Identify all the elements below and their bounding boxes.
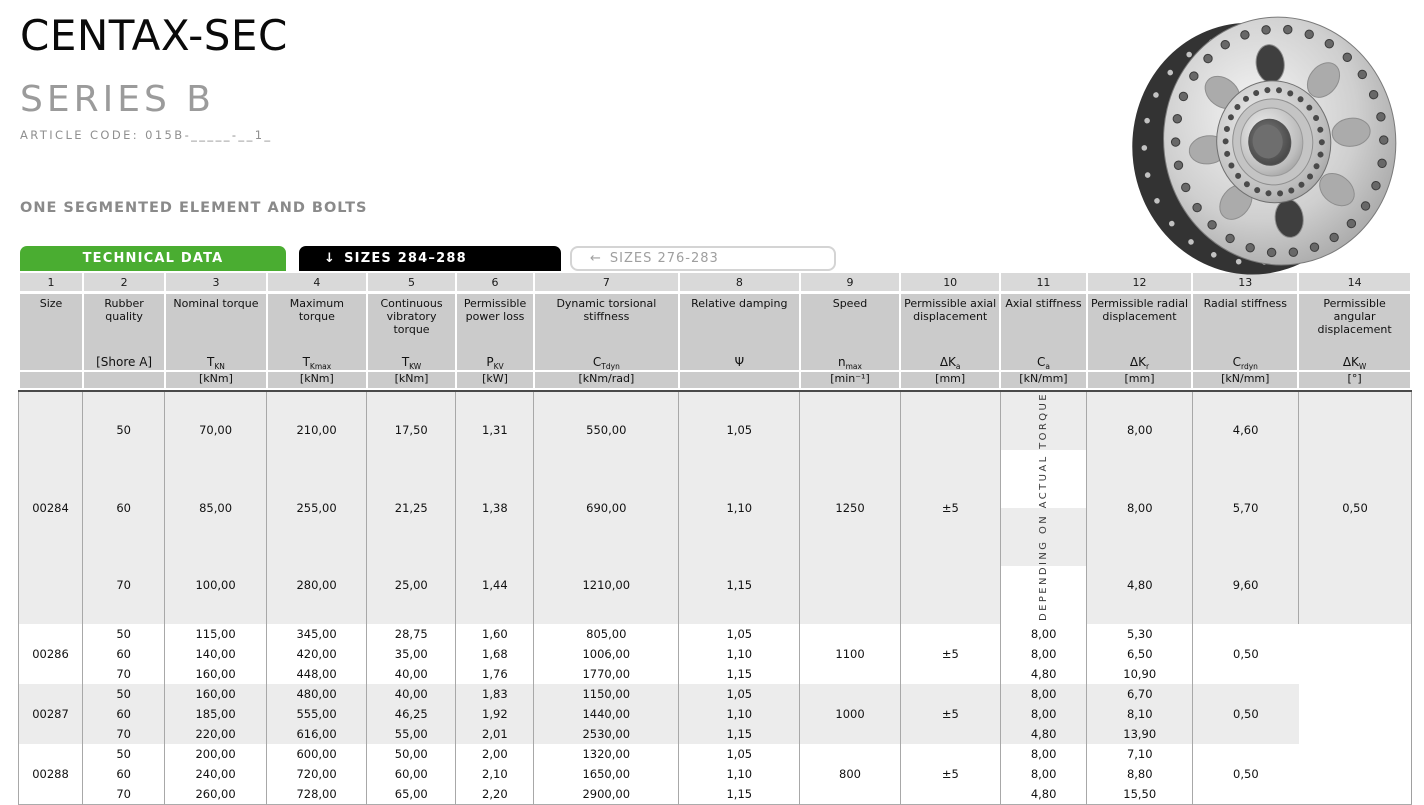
value-cell: 8,00 — [1000, 624, 1086, 644]
axial-displacement-cell: ±5 — [900, 391, 1000, 624]
column-symbol: $T_{Kmax}$ — [267, 349, 367, 371]
column-number: 4 — [267, 273, 367, 291]
value-cell: 600,00 — [266, 744, 366, 764]
tab-technical-data-label: TECHNICAL DATA — [82, 251, 224, 267]
value-cell: 2900,00 — [534, 784, 679, 804]
value-cell: 2,01 — [456, 724, 534, 744]
column-name: Continuous vibratory torque — [367, 294, 456, 349]
coupling-product-photo — [1122, 0, 1422, 288]
speed-cell: 1000 — [800, 684, 900, 744]
value-cell: 70 — [83, 784, 165, 804]
value-cell: 1006,00 — [534, 644, 679, 664]
angular-displacement-cell: 0,50 — [1193, 624, 1299, 684]
value-cell: 1,83 — [456, 684, 534, 704]
column-unit: [kNm] — [165, 371, 267, 388]
column-symbol: $C_{rdyn}$ — [1192, 349, 1298, 371]
value-cell: 40,00 — [367, 684, 456, 704]
value-cell: 200,00 — [165, 744, 267, 764]
column-number: 10 — [900, 273, 1000, 291]
value-cell: 420,00 — [266, 644, 366, 664]
value-cell: 140,00 — [165, 644, 267, 664]
value-cell: 28,75 — [367, 624, 456, 644]
column-unit: [kN/mm] — [1000, 371, 1086, 388]
value-cell: 2,20 — [456, 784, 534, 804]
value-cell: 1,15 — [679, 784, 800, 804]
value-cell: 1150,00 — [534, 684, 679, 704]
value-cell: 8,10 — [1087, 704, 1193, 724]
axial-displacement-cell: ±5 — [900, 684, 1000, 744]
column-number: 1 — [19, 273, 83, 291]
column-unit — [19, 371, 83, 388]
coupling-illustration — [1122, 0, 1422, 288]
column-symbol: Ψ — [679, 349, 800, 371]
value-cell: 17,50 — [367, 391, 456, 469]
value-cell: 480,00 — [266, 684, 366, 704]
value-cell: 85,00 — [165, 469, 267, 547]
column-symbol — [19, 349, 83, 371]
tab-sizes-276-283[interactable] — [570, 246, 836, 271]
table-row — [19, 391, 1412, 469]
value-cell: 240,00 — [165, 764, 267, 784]
tab-technical-data[interactable] — [20, 246, 286, 271]
column-name: Speed — [800, 294, 900, 349]
value-cell: 720,00 — [266, 764, 366, 784]
value-cell: 9,60 — [1193, 546, 1299, 624]
column-symbol: $\Delta K_a$ — [900, 349, 1000, 371]
table-header — [18, 294, 1412, 388]
column-symbol: [Shore A] — [83, 349, 165, 371]
value-cell: 4,80 — [1000, 724, 1086, 744]
tab-sizes-276-283-label: SIZES 276-283 — [609, 251, 719, 267]
size-group-00287 — [19, 684, 1412, 744]
column-name: Relative damping — [679, 294, 800, 349]
value-cell: 210,00 — [266, 391, 366, 469]
value-cell: 1320,00 — [534, 744, 679, 764]
page-title: CENTAX-SEC — [20, 11, 288, 60]
value-cell: 4,60 — [1193, 391, 1299, 469]
value-cell: 8,00 — [1000, 644, 1086, 664]
column-unit: [kNm] — [367, 371, 456, 388]
column-symbol: $T_{KW}$ — [367, 349, 456, 371]
value-cell: 160,00 — [165, 684, 267, 704]
size-cell: 00284 — [19, 391, 83, 624]
value-cell: 1440,00 — [534, 704, 679, 724]
value-cell: 1,05 — [679, 744, 800, 764]
value-cell: 185,00 — [165, 704, 267, 724]
value-cell: 100,00 — [165, 546, 267, 624]
speed-cell: 1100 — [800, 624, 900, 684]
value-cell: 5,30 — [1087, 624, 1193, 644]
value-cell: 1,10 — [679, 644, 800, 664]
value-cell: 280,00 — [266, 546, 366, 624]
value-cell: 1,05 — [679, 624, 800, 644]
value-cell: 50,00 — [367, 744, 456, 764]
size-group-00286 — [19, 624, 1412, 684]
column-name: Permissible angular displacement — [1298, 294, 1411, 349]
value-cell: 7,10 — [1087, 744, 1193, 764]
value-cell: 1650,00 — [534, 764, 679, 784]
value-cell: 1,10 — [679, 469, 800, 547]
section-heading: ONE SEGMENTED ELEMENT AND BOLTS — [20, 200, 368, 217]
value-cell: 1,05 — [679, 391, 800, 469]
table-row — [19, 684, 1412, 704]
value-cell: 115,00 — [165, 624, 267, 644]
angular-displacement-cell: 0,50 — [1299, 391, 1412, 624]
value-cell: 8,00 — [1000, 684, 1086, 704]
column-unit: [kN/mm] — [1192, 371, 1298, 388]
value-cell: 5,70 — [1193, 469, 1299, 547]
column-number: 13 — [1192, 273, 1298, 291]
value-cell: 4,80 — [1000, 664, 1086, 684]
column-number: 8 — [679, 273, 800, 291]
angular-displacement-cell: 0,50 — [1193, 684, 1299, 744]
value-cell: 40,00 — [367, 664, 456, 684]
value-cell: 1,10 — [679, 764, 800, 784]
value-cell: 728,00 — [266, 784, 366, 804]
tab-sizes-284-288[interactable] — [299, 246, 561, 271]
column-name: Permissible radial displacement — [1087, 294, 1193, 349]
value-cell: 70,00 — [165, 391, 267, 469]
value-cell: 1,76 — [456, 664, 534, 684]
column-name: Rubber quality — [83, 294, 165, 349]
series-subtitle: SERIES B — [20, 79, 215, 121]
column-unit: [mm] — [1087, 371, 1193, 388]
value-cell: 1770,00 — [534, 664, 679, 684]
size-cell: 00287 — [19, 684, 83, 744]
value-cell: 55,00 — [367, 724, 456, 744]
left-arrow-icon: ← — [590, 251, 602, 267]
value-cell: 60 — [83, 764, 165, 784]
value-cell: 70 — [83, 724, 165, 744]
column-unit: [min⁻¹] — [800, 371, 900, 388]
value-cell: 70 — [83, 664, 165, 684]
value-cell: 8,00 — [1000, 764, 1086, 784]
value-cell: 70 — [83, 546, 165, 624]
tab-sizes-284-288-label: SIZES 284–288 — [344, 251, 467, 267]
table-row — [19, 546, 1412, 624]
column-unit — [679, 371, 800, 388]
column-symbol: $\Delta K_r$ — [1087, 349, 1193, 371]
value-cell: 260,00 — [165, 784, 267, 804]
column-unit: [°] — [1298, 371, 1411, 388]
value-cell: 21,25 — [367, 469, 456, 547]
axial-stiffness-note-cell — [1000, 391, 1086, 624]
value-cell: 2,10 — [456, 764, 534, 784]
column-number: 14 — [1298, 273, 1411, 291]
size-cell: 00288 — [19, 744, 83, 804]
column-number: 5 — [367, 273, 456, 291]
value-cell: 550,00 — [534, 391, 679, 469]
value-cell: 10,90 — [1087, 664, 1193, 684]
column-name: Axial stiffness — [1000, 294, 1086, 349]
value-cell: 50 — [83, 684, 165, 704]
value-cell: 60,00 — [367, 764, 456, 784]
column-symbol: $C_{Tdyn}$ — [534, 349, 679, 371]
value-cell: 1,15 — [679, 546, 800, 624]
value-cell: 1,10 — [679, 704, 800, 724]
column-number: 2 — [83, 273, 165, 291]
value-cell: 8,80 — [1087, 764, 1193, 784]
column-name: Nominal torque — [165, 294, 267, 349]
value-cell: 448,00 — [266, 664, 366, 684]
value-cell: 60 — [83, 469, 165, 547]
value-cell: 220,00 — [165, 724, 267, 744]
value-cell: 160,00 — [165, 664, 267, 684]
value-cell: 8,00 — [1000, 704, 1086, 724]
column-name: Radial stiffness — [1192, 294, 1298, 349]
article-code: ARTICLE CODE: 015B-_____-__1_ — [20, 128, 273, 143]
value-cell: 65,00 — [367, 784, 456, 804]
angular-displacement-cell: 0,50 — [1193, 744, 1299, 804]
value-cell: 8,00 — [1087, 469, 1193, 547]
column-unit: [kNm] — [267, 371, 367, 388]
size-group-00284 — [19, 391, 1412, 624]
column-symbol: $\Delta K_W$ — [1298, 349, 1411, 371]
value-cell: 1,68 — [456, 644, 534, 664]
down-arrow-icon: ↓ — [324, 251, 337, 267]
column-unit: [mm] — [900, 371, 1000, 388]
speed-cell: 800 — [800, 744, 900, 804]
column-name: Permissible power loss — [456, 294, 534, 349]
axial-displacement-cell: ±5 — [900, 744, 1000, 804]
value-cell: 46,25 — [367, 704, 456, 724]
value-cell: 50 — [83, 744, 165, 764]
table-row — [19, 744, 1412, 764]
value-cell: 4,80 — [1000, 784, 1086, 804]
column-number: 11 — [1000, 273, 1086, 291]
table-row — [19, 624, 1412, 644]
column-name: Size — [19, 294, 83, 349]
column-number: 12 — [1087, 273, 1193, 291]
value-cell: 25,00 — [367, 546, 456, 624]
column-name: Dynamic torsional stiffness — [534, 294, 679, 349]
value-cell: 8,00 — [1000, 744, 1086, 764]
column-name: Permissible axial displacement — [900, 294, 1000, 349]
value-cell: 35,00 — [367, 644, 456, 664]
value-cell: 13,90 — [1087, 724, 1193, 744]
column-number: 3 — [165, 273, 267, 291]
column-unit — [83, 371, 165, 388]
value-cell: 616,00 — [266, 724, 366, 744]
value-cell: 1210,00 — [534, 546, 679, 624]
column-unit: [kNm/rad] — [534, 371, 679, 388]
column-symbol: $n_{max}$ — [800, 349, 900, 371]
column-name: Maximum torque — [267, 294, 367, 349]
value-cell: 255,00 — [266, 469, 366, 547]
speed-cell: 1250 — [800, 391, 900, 624]
column-number: 7 — [534, 273, 679, 291]
value-cell: 60 — [83, 644, 165, 664]
value-cell: 1,92 — [456, 704, 534, 724]
value-cell: 50 — [83, 391, 165, 469]
value-cell: 4,80 — [1087, 546, 1193, 624]
size-group-00288 — [19, 744, 1412, 804]
column-symbol: $P_{KV}$ — [456, 349, 534, 371]
column-unit: [kW] — [456, 371, 534, 388]
value-cell: 345,00 — [266, 624, 366, 644]
value-cell: 690,00 — [534, 469, 679, 547]
axial-stiffness-note: DEPENDING ON ACTUAL TORQUE — [1038, 392, 1050, 622]
value-cell: 6,50 — [1087, 644, 1193, 664]
value-cell: 1,38 — [456, 469, 534, 547]
value-cell: 1,15 — [679, 664, 800, 684]
size-cell: 00286 — [19, 624, 83, 684]
value-cell: 1,60 — [456, 624, 534, 644]
column-symbol: $C_a$ — [1000, 349, 1086, 371]
value-cell: 6,70 — [1087, 684, 1193, 704]
value-cell: 2530,00 — [534, 724, 679, 744]
value-cell: 805,00 — [534, 624, 679, 644]
table-row — [19, 469, 1412, 547]
value-cell: 8,00 — [1087, 391, 1193, 469]
column-symbol: $T_{KN}$ — [165, 349, 267, 371]
value-cell: 555,00 — [266, 704, 366, 724]
value-cell: 60 — [83, 704, 165, 724]
value-cell: 15,50 — [1087, 784, 1193, 804]
value-cell: 1,44 — [456, 546, 534, 624]
axial-displacement-cell: ±5 — [900, 624, 1000, 684]
value-cell: 1,31 — [456, 391, 534, 469]
value-cell: 1,05 — [679, 684, 800, 704]
column-number: 9 — [800, 273, 900, 291]
column-number: 6 — [456, 273, 534, 291]
value-cell: 50 — [83, 624, 165, 644]
value-cell: 2,00 — [456, 744, 534, 764]
value-cell: 1,15 — [679, 724, 800, 744]
technical-data-table — [18, 390, 1412, 804]
